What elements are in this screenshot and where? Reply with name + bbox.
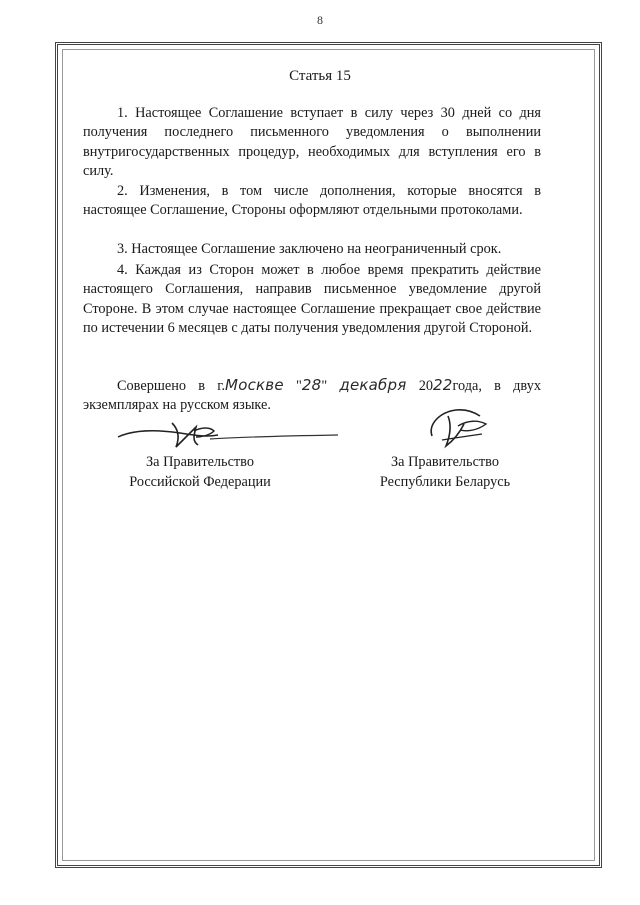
page-number: 8 <box>317 13 323 27</box>
closing-quote-close: " <box>321 378 340 394</box>
signatory-belarus-line1: За Правительство <box>391 454 499 470</box>
closing-after-year: года, в двух экземплярах на русском языке. <box>83 378 541 414</box>
paragraph-4: 4. Каждая из Сторон может в любое время прекратить действие настоящего Соглашения, направив письменное уведомление другой Стороне. В этом случае настоящее Соглашение прекращает свое действие по истечении 6 месяцев с даты получения уведомления другой Стороной. <box>83 262 541 337</box>
closing-quote-open: " <box>283 378 302 394</box>
signatory-belarus-line2: Республики Беларусь <box>379 474 511 490</box>
paragraph-3: 3. Настоящее Соглашение заключено на неограниченный срок. <box>117 241 502 257</box>
article-title: Статья 15 <box>289 68 351 84</box>
closing-year-prefix: 20 <box>406 378 433 394</box>
signatory-russia-line2: Российской Федерации <box>129 474 271 490</box>
signature-belarus <box>418 396 508 456</box>
handwritten-month: декабря <box>339 376 407 394</box>
handwritten-city: Москве <box>225 376 284 394</box>
handwritten-day: 28 <box>301 376 322 394</box>
handwritten-year: 22 <box>433 376 453 394</box>
signatory-russia <box>100 452 300 492</box>
paragraph-2: 2. Изменения, в том числе дополнения, которые вносятся в настоящее Соглашение, Стороны оформляют отдельными протоколами. <box>83 183 541 219</box>
signature-russia <box>110 415 350 455</box>
signatory-belarus <box>345 452 545 492</box>
signatory-russia-line1: За Правительство <box>146 454 254 470</box>
closing-before-city: Совершено в г. <box>117 378 226 394</box>
paragraph-1: 1. Настоящее Соглашение вступает в силу через 30 дней со дня получения последнего письменного уведомления о выполнении внутригосударственных процедур, необходимых для вступления его в силу. <box>83 105 541 180</box>
